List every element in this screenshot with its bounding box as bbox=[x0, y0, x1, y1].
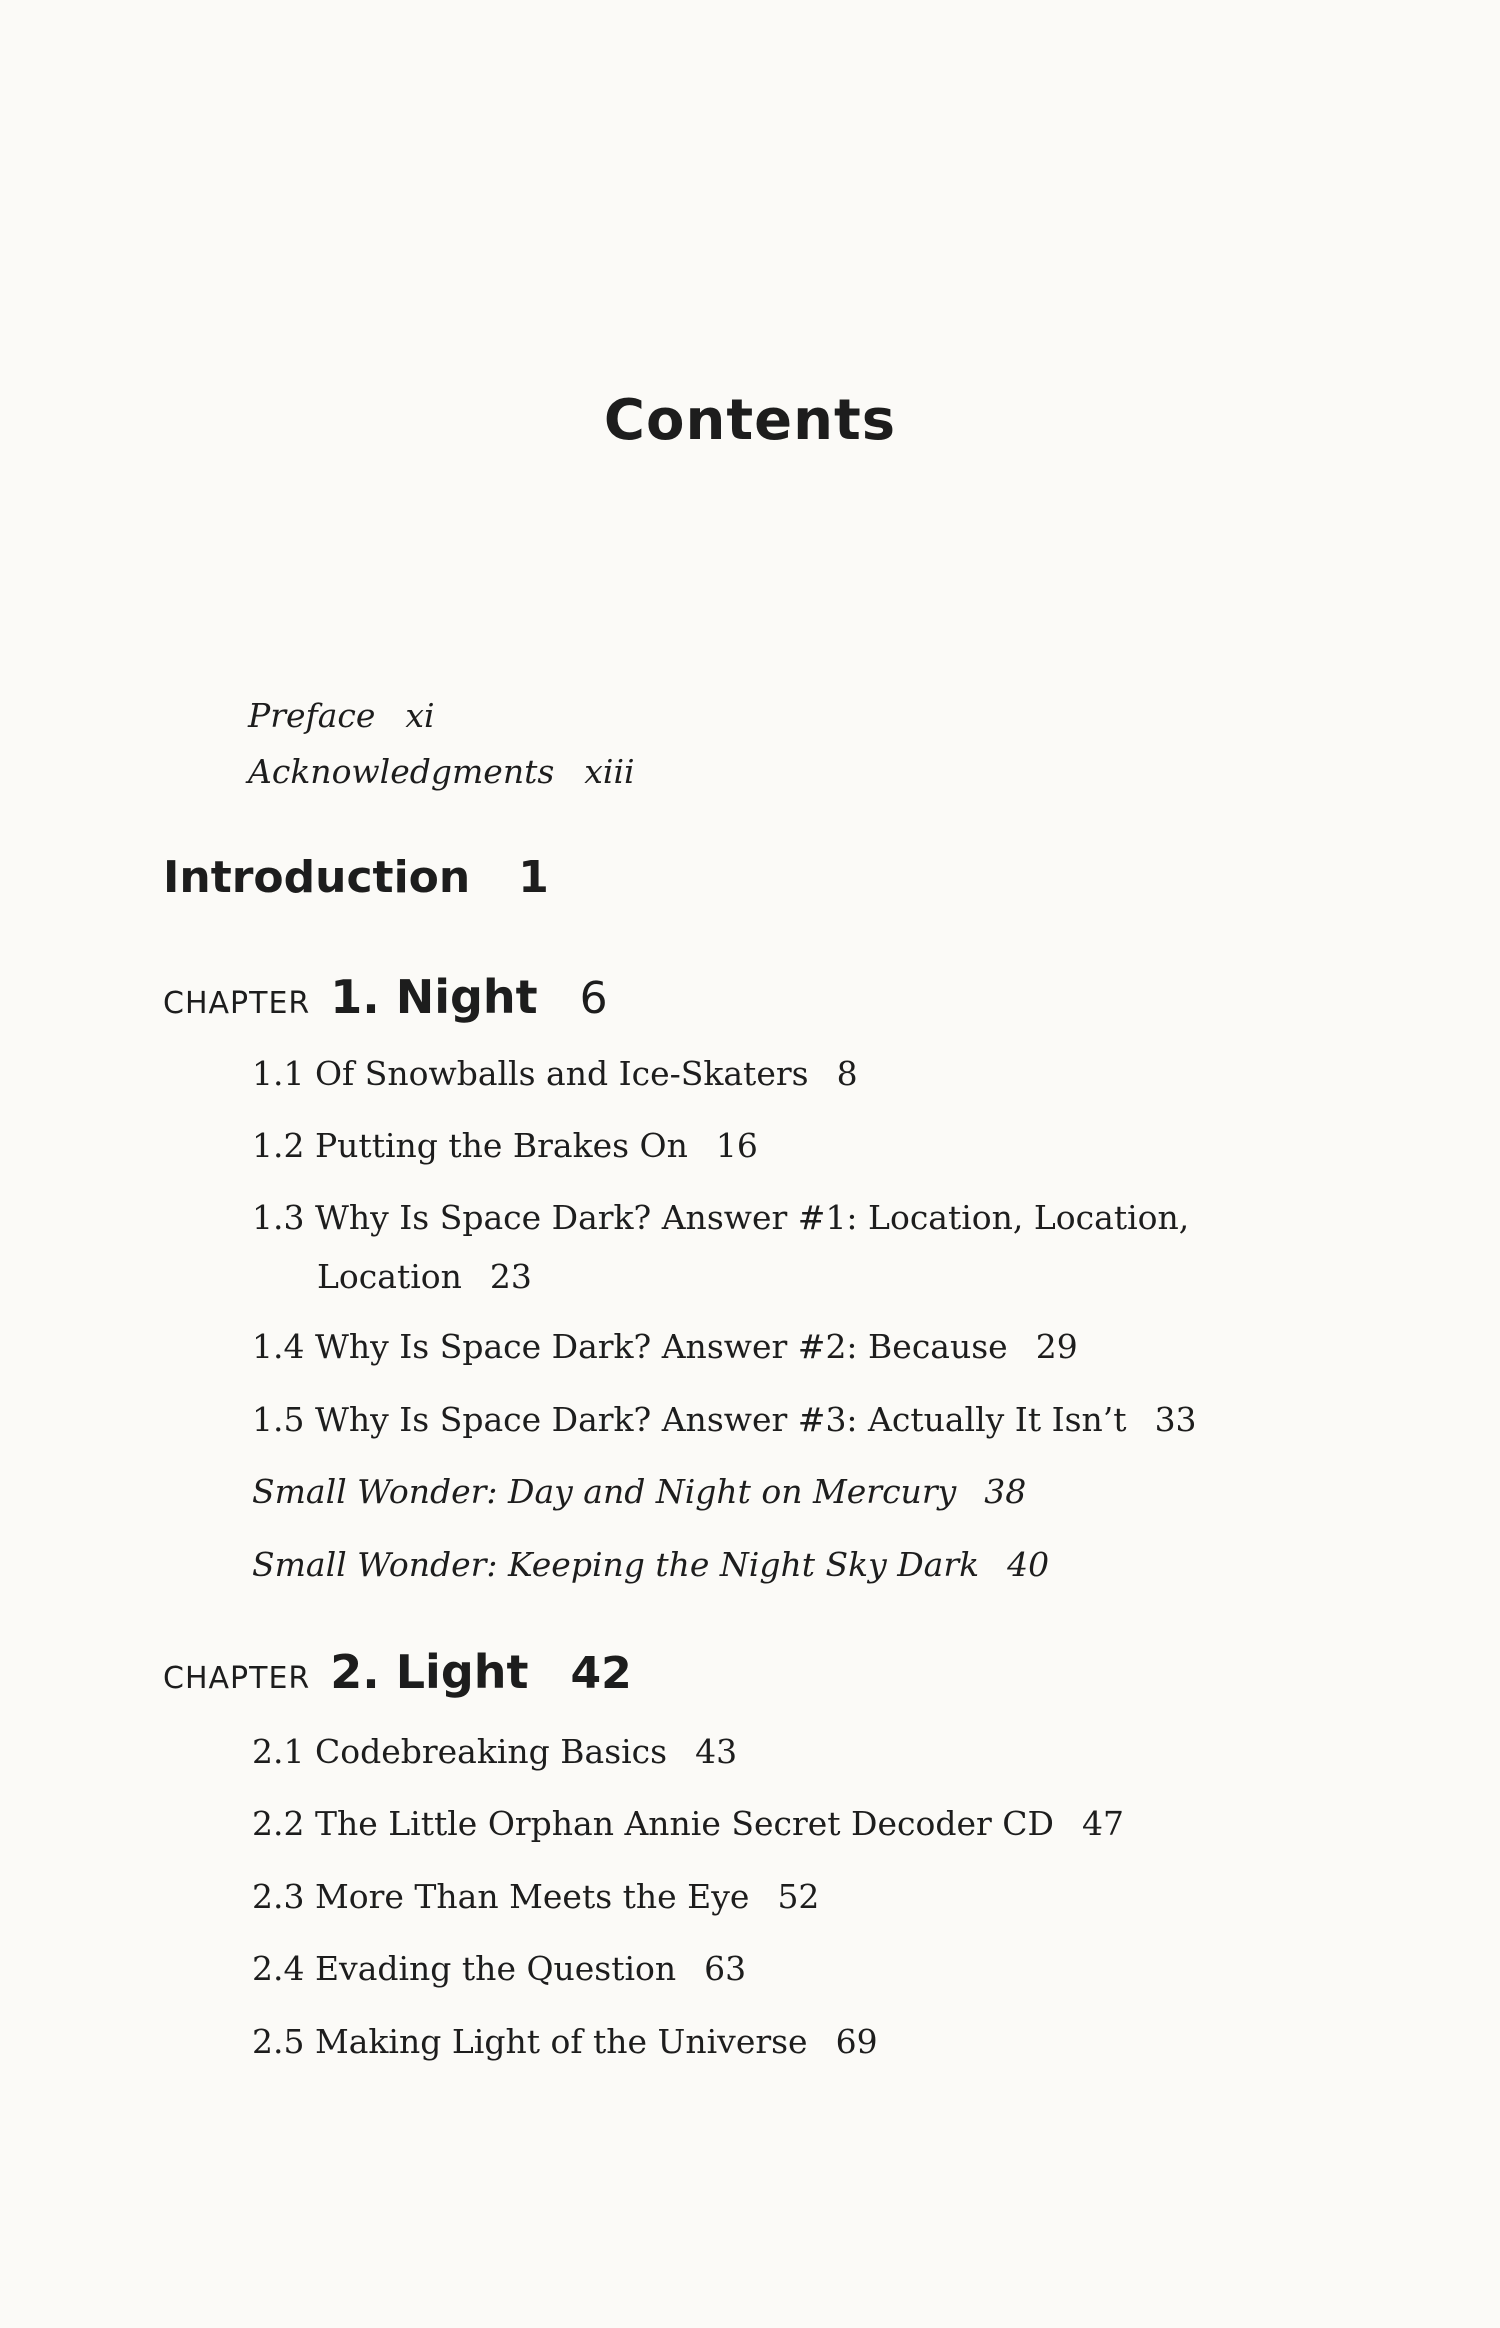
entry-text: 2.2 The Little Orphan Annie Secret Decoder CD bbox=[252, 1804, 1054, 1843]
small-wonder-entry bbox=[252, 1536, 1049, 1594]
contents-title: Contents bbox=[603, 388, 897, 453]
entry-text: Small Wonder: Keeping the Night Sky Dark bbox=[252, 1545, 980, 1584]
entry-page: 69 bbox=[835, 2022, 878, 2061]
entry-page: 43 bbox=[695, 1732, 738, 1771]
introduction-heading bbox=[163, 852, 549, 903]
entry-page: 52 bbox=[777, 1877, 820, 1916]
entry-text: 1.5 Why Is Space Dark? Answer #3: Actually It Isn’t bbox=[252, 1400, 1127, 1439]
entry-text: 2.1 Codebreaking Basics bbox=[252, 1732, 668, 1771]
toc-entry bbox=[252, 1189, 1189, 1247]
toc-entry bbox=[252, 1940, 746, 1998]
entry-text: 1.3 Why Is Space Dark? Answer #1: Location, Location, bbox=[252, 1198, 1190, 1237]
chapter-page: 6 bbox=[579, 973, 608, 1024]
toc-entry bbox=[252, 1045, 858, 1103]
toc-entry bbox=[252, 1117, 758, 1175]
chapter-keyword: CHAPTER bbox=[163, 986, 311, 1021]
chapter-keyword: CHAPTER bbox=[163, 1661, 311, 1696]
entry-text: 2.5 Making Light of the Universe bbox=[252, 2022, 808, 2061]
preface-entry bbox=[248, 696, 435, 735]
entry-text: Small Wonder: Day and Night on Mercury bbox=[252, 1472, 957, 1511]
entry-label: Acknowledgments bbox=[248, 752, 555, 791]
entry-page: 63 bbox=[704, 1949, 747, 1988]
toc-entry bbox=[252, 1723, 737, 1781]
toc-entry-continuation bbox=[317, 1248, 532, 1306]
toc-entry bbox=[252, 1868, 819, 1926]
entry-text: Location bbox=[317, 1257, 462, 1296]
toc-entry bbox=[252, 2013, 878, 2071]
chapter-number: 2. bbox=[330, 1645, 380, 1699]
introduction-label: Introduction bbox=[163, 852, 471, 903]
acknowledgments-entry bbox=[248, 752, 635, 791]
entry-page: 29 bbox=[1035, 1327, 1078, 1366]
chapter-page: 42 bbox=[570, 1648, 632, 1699]
toc-entry bbox=[252, 1391, 1197, 1449]
entry-page: 47 bbox=[1082, 1804, 1124, 1843]
toc-entry bbox=[252, 1795, 1124, 1853]
toc-entry bbox=[252, 1318, 1078, 1376]
chapter-name: Night bbox=[395, 970, 538, 1024]
small-wonder-entry bbox=[252, 1463, 1026, 1521]
introduction-page: 1 bbox=[518, 852, 549, 903]
entry-page: 8 bbox=[836, 1054, 858, 1093]
entry-page: xi bbox=[405, 696, 435, 735]
entry-page: 16 bbox=[715, 1126, 758, 1165]
chapter-name: Light bbox=[395, 1645, 529, 1699]
entry-text: 1.2 Putting the Brakes On bbox=[252, 1126, 688, 1165]
entry-page: xiii bbox=[584, 752, 635, 791]
entry-page: 23 bbox=[489, 1257, 532, 1296]
chapter-number: 1. bbox=[330, 970, 380, 1024]
entry-text: 2.4 Evading the Question bbox=[252, 1949, 677, 1988]
entry-page: 33 bbox=[1154, 1400, 1197, 1439]
chapter-1-heading bbox=[163, 970, 608, 1024]
entry-page: 38 bbox=[984, 1472, 1027, 1511]
entry-page: 40 bbox=[1007, 1545, 1050, 1584]
entry-text: 2.3 More Than Meets the Eye bbox=[252, 1877, 750, 1916]
entry-label: Preface bbox=[248, 696, 376, 735]
entry-text: 1.1 Of Snowballs and Ice-Skaters bbox=[252, 1054, 809, 1093]
entry-text: 1.4 Why Is Space Dark? Answer #2: Because bbox=[252, 1327, 1008, 1366]
chapter-2-heading bbox=[163, 1645, 632, 1699]
